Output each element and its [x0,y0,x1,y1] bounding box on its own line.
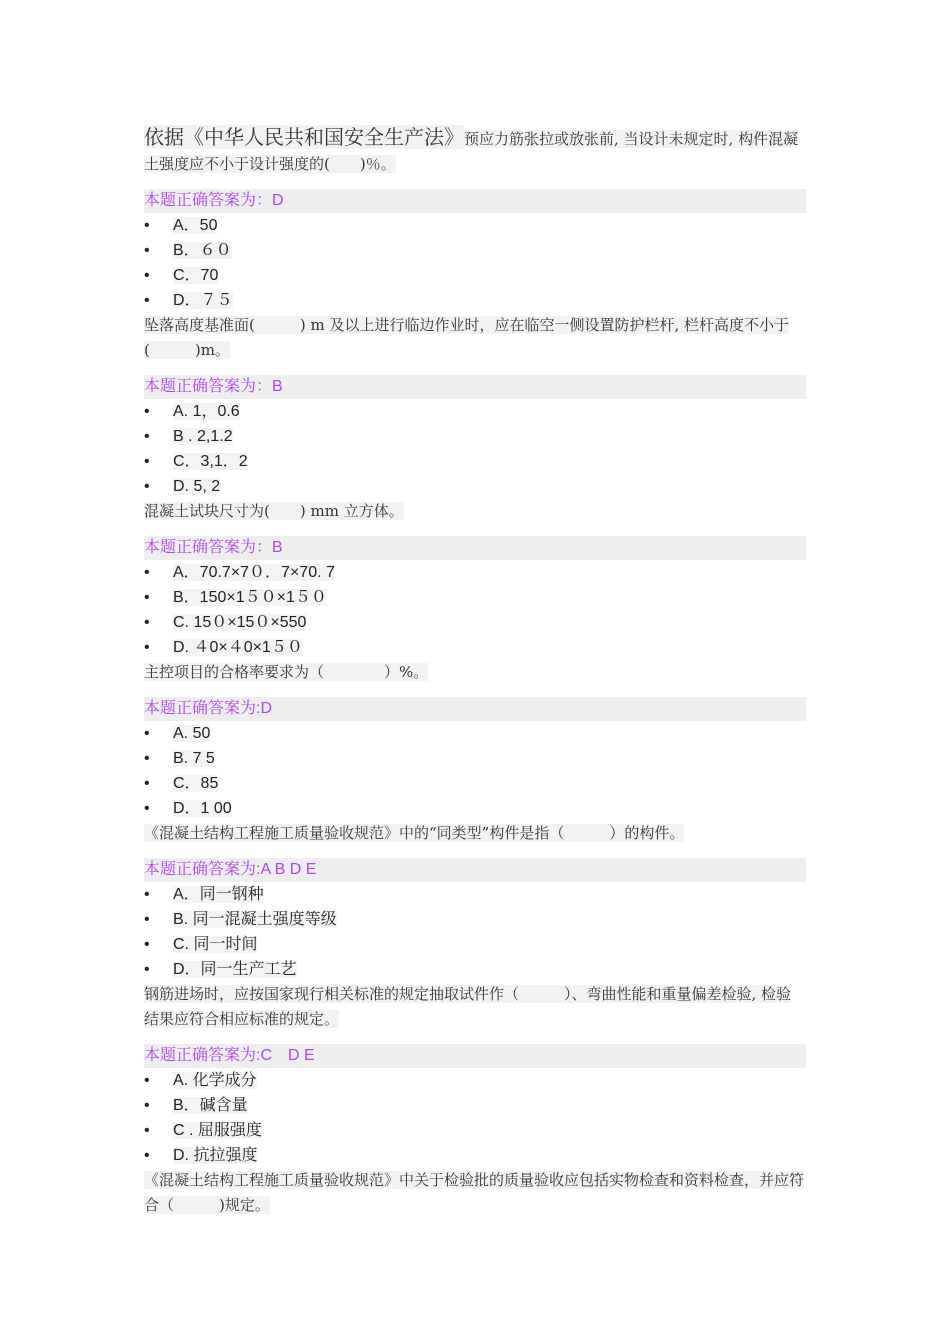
question-text [144,313,806,363]
option-list [144,560,806,660]
option-item: • D．７５ [144,288,806,313]
question-block-7 [144,1168,806,1218]
option-item: • B．６０ [144,238,806,263]
option-item: • D．1 00 [144,796,806,821]
question-body: 钢筋进场时，应按国家现行相关标准的规定抽取试件作（ ）、弯曲性能和重量偏差检验, 检验结果应符合相应标准的规定。 [144,985,792,1028]
question-body: 《混凝土结构工程施工质量验收规范》中关于检验批的质量验收应包括实物检查和资料检查，并应符合（ )规定。 [144,1171,805,1214]
option-list [144,399,806,499]
answer-line: 本题正确答案为：B [144,536,806,560]
question-text [144,821,806,846]
question-body: 主控项目的合格率要求为（ ）%。 [144,663,429,681]
question-intro: 依据《中华人民共和国安全生产法》 [144,125,464,149]
option-item: • B．碱含量 [144,1093,806,1118]
answer-line: 本题正确答案为：D [144,189,806,213]
question-body: 混凝土试块尺寸为( ) mm 立方体。 [144,502,404,520]
option-item: • C．3,1．2 [144,449,806,474]
question-block-4 [144,660,806,821]
option-item: • B. 同一混凝土强度等级 [144,907,806,932]
question-body: 《混凝土结构工程施工质量验收规范》中的“同类型”构件是指（ ）的构件。 [144,824,685,842]
question-block-2 [144,313,806,499]
question-body: 坠落高度基准面( ) m 及以上进行临边作业时，应在临空一侧设置防护栏杆, 栏杆高度不小于( )m。 [144,316,790,359]
option-item: • C. 15０×15０×550 [144,610,806,635]
option-item: • B . 2,1.2 [144,424,806,449]
question-text [144,660,806,685]
option-item: • B．150×1５０×1５０ [144,585,806,610]
option-item: • A. 1，0.6 [144,399,806,424]
answer-line: 本题正确答案为：B [144,375,806,399]
option-item: • C . 屈服强度 [144,1118,806,1143]
option-list [144,213,806,313]
answer-line: 本题正确答案为:A B D E [144,858,806,882]
option-list [144,882,806,982]
option-list [144,721,806,821]
answer-line: 本题正确答案为:C D E [144,1044,806,1068]
option-item: • D．同一生产工艺 [144,957,806,982]
option-item: • C．70 [144,263,806,288]
question-block-6 [144,982,806,1168]
option-item: • D. 抗拉强度 [144,1143,806,1168]
question-text [144,499,806,524]
option-item: • D. 5, 2 [144,474,806,499]
question-text [144,982,806,1032]
question-block-5 [144,821,806,982]
question-body: 预应力筋张拉或放张前, 当设计未规定时, 构件混凝土强度应不小于设计强度的( )％。 [144,130,799,173]
option-item: • B. 7 5 [144,746,806,771]
option-item: • A. 50 [144,721,806,746]
option-item: • C. 同一时间 [144,932,806,957]
option-item: • A. 化学成分 [144,1068,806,1093]
option-item: • C．85 [144,771,806,796]
question-block-3 [144,499,806,660]
question-block-1 [144,122,806,313]
question-text [144,122,806,177]
question-text [144,1168,806,1218]
option-item: • A．同一钢种 [144,882,806,907]
option-item: • D. ４0×４0×1５０ [144,635,806,660]
document-page [144,122,806,1218]
option-list [144,1068,806,1168]
answer-line: 本题正确答案为:D [144,697,806,721]
option-item: • A．70.7×7０．7×70. 7 [144,560,806,585]
option-item: • A．50 [144,213,806,238]
